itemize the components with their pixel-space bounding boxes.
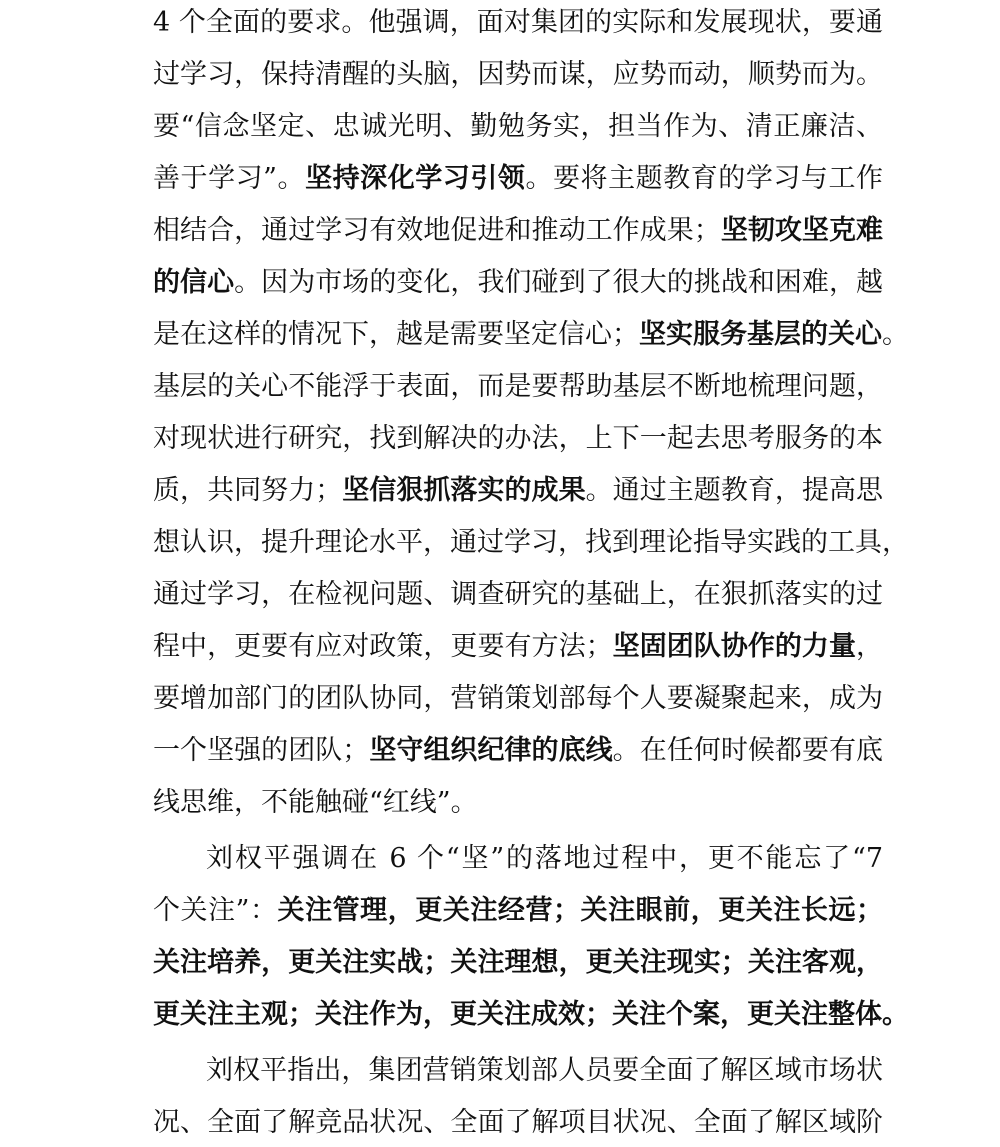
text-line <box>153 627 883 667</box>
text-segment: 对现状进行研究，找到解决的办法，上下一起去思考服务的本 <box>153 423 883 454</box>
text-line <box>153 3 883 43</box>
bold-text-segment: 坚守组织纪律的底线 <box>369 735 613 766</box>
text-segment: 想认识，提升理论水平，通过学习，找到理论指导实践的工具， <box>153 527 909 558</box>
text-segment: 。通过主题教育，提高思 <box>585 475 884 506</box>
text-line <box>153 943 883 983</box>
text-line <box>206 1051 883 1091</box>
text-line <box>153 891 883 931</box>
bold-text-segment: 的信心 <box>153 267 235 298</box>
text-segment: 要增加部门的团队协同，营销策划部每个人要凝聚起来，成为 <box>153 683 883 714</box>
bold-text-segment: 坚韧攻坚克难 <box>720 215 884 246</box>
text-line <box>153 107 883 147</box>
text-segment: 要“信念坚定、忠诚光明、勤勉务实，担当作为、清正廉洁、 <box>153 111 883 142</box>
text-segment: ， <box>856 631 884 662</box>
bold-text-segment: 关注管理，更关注经营；关注眼前，更关注长远； <box>277 895 884 926</box>
text-line <box>153 523 909 563</box>
text-segment: 。 <box>882 319 909 350</box>
text-segment: 。在任何时候都要有底 <box>612 735 884 766</box>
text-line <box>153 995 909 1035</box>
bold-text-segment: 坚信狠抓落实的成果 <box>342 475 586 506</box>
text-segment: 相结合，通过学习有效地促进和推动工作成果； <box>153 215 721 246</box>
text-line <box>153 1103 883 1143</box>
bold-text-segment: 坚实服务基层的关心 <box>639 319 882 350</box>
text-line <box>153 783 883 823</box>
text-segment: 程中，更要有应对政策，更要有方法； <box>153 631 613 662</box>
text-line <box>153 211 883 251</box>
bold-text-segment: 坚持深化学习引领 <box>305 163 526 194</box>
text-segment: 个关注”： <box>153 895 278 926</box>
text-line <box>153 575 883 615</box>
text-segment: 是在这样的情况下，越是需要坚定信心； <box>153 319 639 350</box>
text-segment: 善于学习”。 <box>153 163 306 194</box>
text-segment: 刘权平强调在 6 个“坚”的落地过程中，更不能忘了“7 <box>206 843 883 874</box>
text-segment: 。因为市场的变化，我们碰到了很大的挑战和困难，越 <box>234 267 884 298</box>
text-line <box>153 731 883 771</box>
text-segment: 通过学习，在检视问题、调查研究的基础上，在狠抓落实的过 <box>153 579 883 610</box>
text-segment: 4 个全面的要求。他强调，面对集团的实际和发展现状，要通 <box>153 7 883 38</box>
text-segment: 一个坚强的团队； <box>153 735 370 766</box>
text-line <box>153 159 883 199</box>
bold-text-segment: 关注培养，更关注实战；关注理想，更关注现实；关注客观， <box>153 947 883 978</box>
text-line <box>206 839 883 879</box>
text-segment: 刘权平指出，集团营销策划部人员要全面了解区域市场状 <box>206 1055 883 1086</box>
text-line <box>153 471 883 511</box>
bold-text-segment: 坚固团队协作的力量 <box>612 631 857 662</box>
text-line <box>153 55 883 95</box>
text-segment: 基层的关心不能浮于表面，而是要帮助基层不断地梳理问题， <box>153 371 883 402</box>
text-line <box>153 315 909 355</box>
text-segment: 质，共同努力； <box>153 475 343 506</box>
text-line <box>153 367 883 407</box>
bold-text-segment: 更关注主观；关注作为，更关注成效；关注个案，更关注整体。 <box>153 999 909 1030</box>
text-segment: 过学习，保持清醒的头脑，因势而谋，应势而动，顺势而为。 <box>153 59 883 90</box>
text-line <box>153 263 883 303</box>
text-segment: 线思维，不能触碰“红线”。 <box>153 787 478 818</box>
text-segment: 况、全面了解竞品状况、全面了解项目状况、全面了解区域阶 <box>153 1107 883 1138</box>
text-segment: 。要将主题教育的学习与工作 <box>525 163 884 194</box>
text-line <box>153 419 883 459</box>
text-line <box>153 679 883 719</box>
